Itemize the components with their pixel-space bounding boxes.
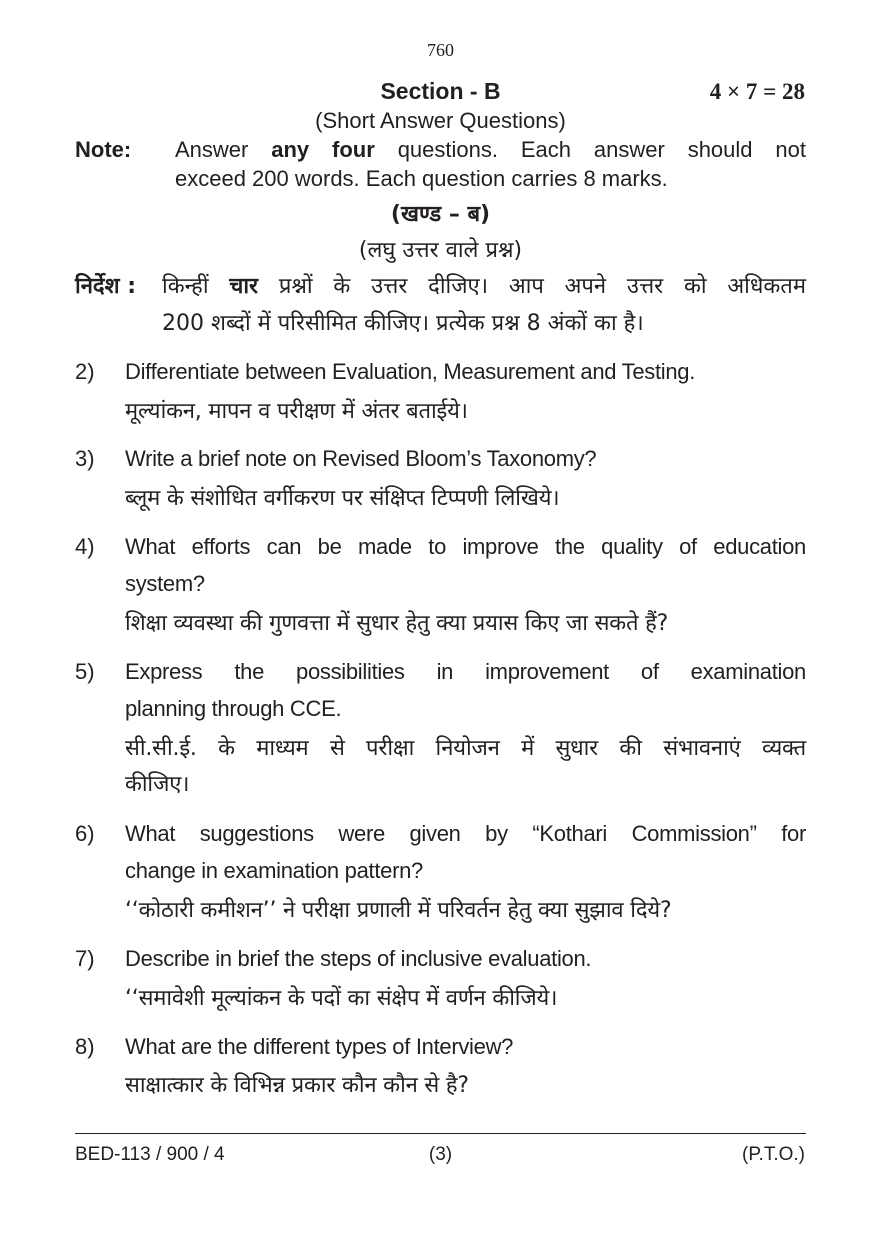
- question-hindi: ‘‘कोठारी कमीशन’’ ने परीक्षा प्रणाली में परिवर्तन हेतु क्या सुझाव दिये?: [125, 898, 672, 923]
- question-hindi: शिक्षा व्यवस्था की गुणवत्ता में सुधार हेतु क्या प्रयास किए जा सकते हैं?: [125, 611, 669, 636]
- question-number: 7): [75, 946, 95, 971]
- question-english: system?: [125, 571, 205, 596]
- question-hindi: कीजिए।: [125, 772, 190, 797]
- question-english: Write a brief note on Revised Bloom’s Taxonomy?: [125, 446, 597, 471]
- page-number: 760: [427, 40, 454, 60]
- question-english: What are the different types of Interview?: [125, 1034, 514, 1059]
- sheet-number: (3): [428, 1144, 453, 1165]
- please-turn-over: (P.T.O.): [742, 1144, 805, 1165]
- question-number: 4): [75, 534, 95, 559]
- hindi-note-line-1: [162, 270, 806, 300]
- question-english: What efforts can be made to improve the quality of education: [125, 534, 806, 559]
- question-hindi: ‘‘समावेशी मूल्यांकन के पदों का संक्षेप में वर्णन कीजिये।: [125, 986, 558, 1011]
- hindi-section-title: (खण्ड – ब): [390, 202, 491, 227]
- question-english: planning through CCE.: [125, 696, 342, 721]
- section-subtitle: (Short Answer Questions): [315, 108, 566, 133]
- question-hindi: सी.सी.ई. के माध्यम से परीक्षा नियोजन में सुधार की संभावनाएं व्यक्त: [125, 736, 806, 761]
- question-english: Differentiate between Evaluation, Measurement and Testing.: [125, 359, 696, 384]
- question-english: Describe in brief the steps of inclusive evaluation.: [125, 946, 592, 971]
- hindi-note-label: निर्देश :: [75, 274, 137, 299]
- question-english: Express the possibilities in improvement of examination: [125, 659, 806, 684]
- question-number: 5): [75, 659, 95, 684]
- section-title: Section - B: [380, 78, 501, 104]
- note-text: Answer: [175, 137, 272, 162]
- section-marks: 4 × 7 = 28: [709, 79, 805, 104]
- note-emphasis: any four: [271, 137, 375, 162]
- question-english: What suggestions were given by “Kothari Commission” for: [125, 821, 806, 846]
- question-number: 6): [75, 821, 95, 846]
- question-hindi: मूल्यांकन, मापन व परीक्षण में अंतर बताईये।: [125, 399, 468, 424]
- paper-code: BED-113 / 900 / 4: [75, 1144, 225, 1165]
- question-number: 2): [75, 359, 95, 384]
- hindi-note-emphasis: चार: [229, 274, 259, 299]
- note-label: Note:: [75, 137, 132, 162]
- question-number: 3): [75, 446, 95, 471]
- question-hindi: ब्लूम के संशोधित वर्गीकरण पर संक्षिप्त टिप्पणी लिखिये।: [125, 486, 560, 511]
- question-number: 8): [75, 1034, 95, 1059]
- note-line-2: exceed 200 words. Each question carries 8 marks.: [175, 166, 668, 191]
- footer-divider: [75, 1133, 806, 1134]
- hindi-note-line-2: 200 शब्दों में परिसीमित कीजिए। प्रत्येक प्रश्न 8 अंकों का है।: [162, 311, 644, 336]
- note-line-1: [175, 137, 806, 163]
- hindi-note-text: प्रश्नों के उत्तर दीजिए। आप अपने उत्तर को अधिकतम: [258, 274, 806, 299]
- hindi-note-text: किन्हीं: [162, 274, 230, 299]
- question-english: change in examination pattern?: [125, 858, 423, 883]
- note-text: questions. Each answer should not: [374, 137, 806, 162]
- question-hindi: साक्षात्कार के विभिन्न प्रकार कौन कौन से है?: [125, 1073, 469, 1098]
- hindi-section-subtitle: (लघु उत्तर वाले प्रश्न): [358, 238, 523, 263]
